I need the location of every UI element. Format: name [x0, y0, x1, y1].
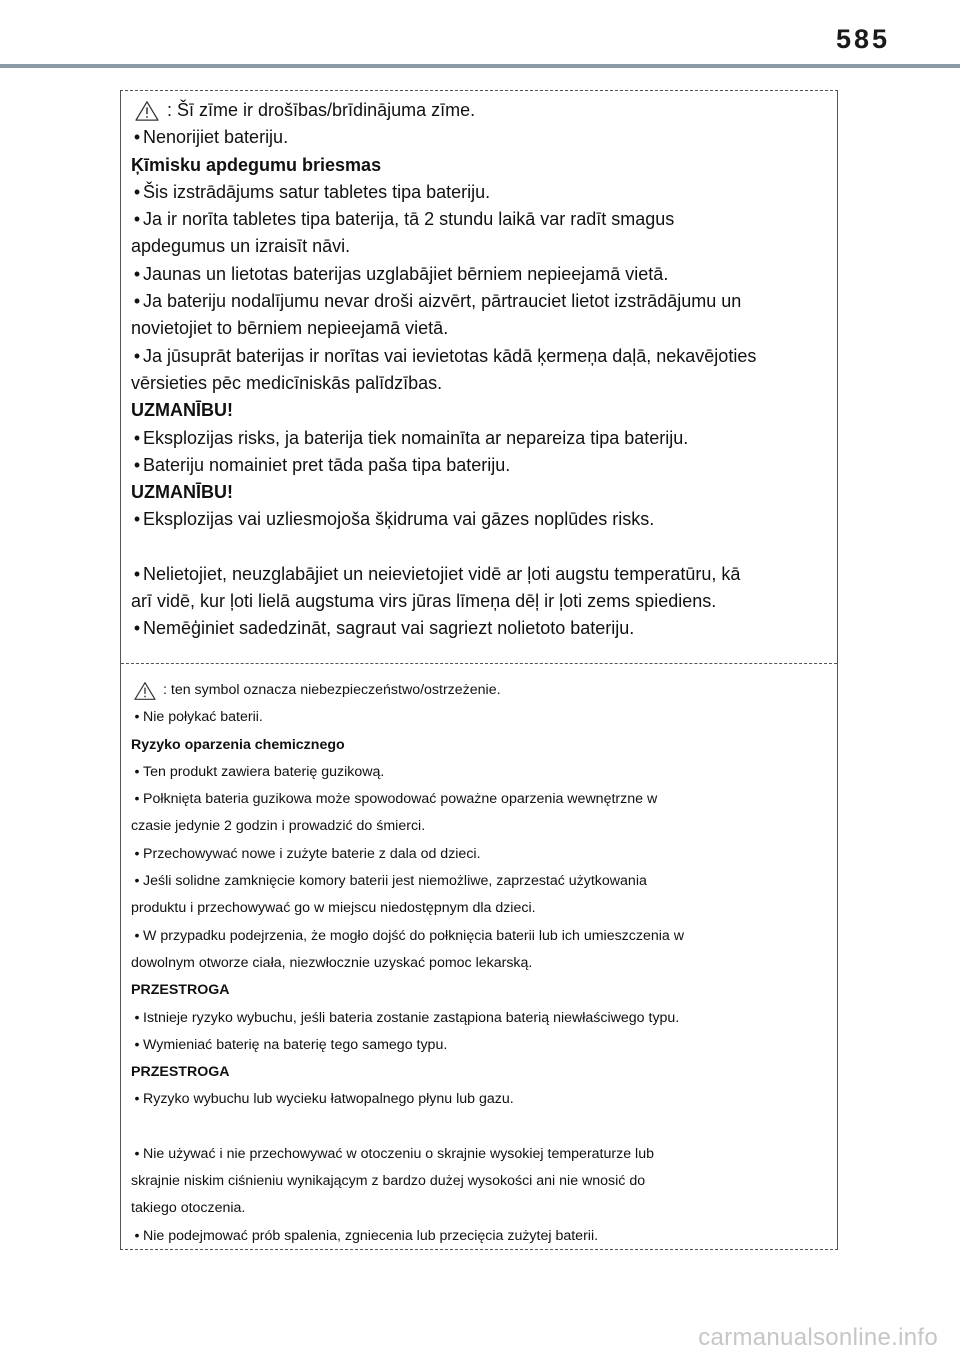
text-line: [131, 506, 829, 533]
line-text: W przypadku podejrzenia, że mogło dojść do połknięcia baterii lub ich umieszczenia w: [143, 927, 684, 944]
section-heading: [131, 397, 829, 424]
bullet: •: [134, 927, 140, 944]
text-line: [131, 179, 829, 206]
line-text: Šis izstrādājums satur tabletes tipa bateriju.: [143, 181, 491, 202]
latvian-section: [131, 97, 829, 643]
line-text: takiego otoczenia.: [131, 1200, 246, 1217]
line-text: skrajnie niskim ciśnieniu wynikającym z bardzo dużej wysokości ani nie wnosić do: [131, 1173, 646, 1190]
line-text: Ja bateriju nodalījumu nevar droši aizvērt, pārtrauciet lietot izstrādājumu un: [143, 291, 742, 312]
line-text: Jeśli solidne zamknięcie komory baterii jest niemożliwe, zaprzestać użytkowania: [143, 873, 647, 890]
text-line: [131, 315, 829, 342]
line-text: Wymieniać baterię na baterię tego samego typu.: [143, 1036, 448, 1053]
latvian-warning-text: : Šī zīme ir drošības/brīdinājuma zīme.: [167, 100, 476, 120]
text-line: [131, 1086, 829, 1113]
text-line: [131, 370, 829, 397]
line-text: czasie jedynie 2 godzin i prowadzić do śmierci.: [131, 818, 426, 835]
text-line: [131, 343, 829, 370]
line-text: Nenorijiet bateriju.: [143, 127, 289, 148]
section-heading: [131, 152, 829, 179]
polish-warning-text: : ten symbol oznacza niebezpieczeństwo/ostrzeżenie.: [163, 682, 501, 698]
bullet: •: [133, 345, 141, 366]
line-text: PRZESTROGA: [131, 982, 230, 999]
latvian-warning-line: [131, 97, 829, 124]
text-line: [131, 452, 829, 479]
text-line: [131, 615, 829, 642]
line-text: Nemēģiniet sadedzināt, sagraut vai sagriezt nolietoto bateriju.: [143, 618, 635, 639]
bullet: •: [134, 1227, 140, 1244]
text-line: [131, 233, 829, 260]
line-text: Ten produkt zawiera baterię guzikową.: [143, 763, 385, 780]
text-line: [131, 1005, 829, 1032]
battery-warning-box: [120, 90, 838, 1250]
text-line: [131, 1032, 829, 1059]
text-line: [131, 1168, 829, 1195]
text-line: [131, 1141, 829, 1168]
line-text: Ryzyko wybuchu lub wycieku łatwopalnego płynu lub gazu.: [143, 1091, 514, 1108]
line-text: UZMANĪBU!: [131, 400, 233, 421]
text-line: [131, 1195, 829, 1222]
line-text: Ķīmisku apdegumu briesmas: [131, 154, 382, 175]
line-text: produktu i przechowywać go w miejscu niedostępnym dla dzieci.: [131, 900, 536, 917]
text-line: [131, 786, 829, 813]
text-line: [131, 1223, 829, 1250]
text-line: [131, 923, 829, 950]
bullet: •: [134, 1091, 140, 1108]
line-text: Nie połykać baterii.: [143, 709, 263, 726]
line-text: Nie używać i nie przechowywać w otoczeniu o skrajnie wysokiej temperaturze lub: [143, 1145, 654, 1162]
section-heading: [131, 479, 829, 506]
bullet: •: [134, 791, 140, 808]
page-number: 585: [835, 24, 890, 54]
bullet: •: [134, 1145, 140, 1162]
text-line: [131, 288, 829, 315]
text-line: [131, 813, 829, 840]
warning-triangle-icon: [133, 100, 161, 122]
line-text: PRZESTROGA: [131, 1064, 230, 1081]
line-text: Nie podejmować prób spalenia, zgniecenia lub przecięcia zużytej baterii.: [143, 1227, 599, 1244]
bullet: •: [134, 709, 140, 726]
text-line: [131, 261, 829, 288]
bullet: •: [133, 209, 141, 230]
polish-section: [131, 677, 829, 1250]
bullet: •: [134, 845, 140, 862]
line-text: Bateriju nomainiet pret tāda paša tipa bateriju.: [143, 454, 511, 475]
warning-triangle-icon: [133, 681, 157, 701]
section-heading: [131, 977, 829, 1004]
line-text: Przechowywać nowe i zużyte baterie z dala od dzieci.: [143, 845, 481, 862]
bullet: •: [133, 181, 141, 202]
bullet: •: [134, 1036, 140, 1053]
line-text: Ja ir norīta tabletes tipa baterija, tā 2 stundu laikā var radīt smagus: [143, 209, 675, 230]
section-divider: [121, 663, 837, 664]
watermark: carmanualsonline.info: [698, 1324, 938, 1351]
line-text: Nelietojiet, neuzglabājiet un neievietojiet vidē ar ļoti augstu temperatūru, kā: [143, 563, 741, 584]
bullet: •: [133, 509, 141, 530]
section-heading: [131, 732, 829, 759]
text-line: [131, 124, 829, 151]
bullet: •: [133, 263, 141, 284]
line-text: Istnieje ryzyko wybuchu, jeśli bateria zostanie zastąpiona baterią niewłaściwego typu.: [143, 1009, 680, 1026]
text-line: [131, 868, 829, 895]
bullet: •: [133, 454, 141, 475]
line-text: apdegumus un izraisīt nāvi.: [131, 236, 351, 257]
bullet: •: [133, 427, 141, 448]
line-text: Ja jūsuprāt baterijas ir norītas vai ievietotas kādā ķermeņa daļā, nekavējoties: [143, 345, 757, 366]
bullet: •: [134, 873, 140, 890]
text-line: [131, 895, 829, 922]
line-text: Eksplozijas risks, ja baterija tiek nomainīta ar nepareiza tipa bateriju.: [143, 427, 689, 448]
text-line: [131, 950, 829, 977]
line-text: arī vidē, kur ļoti lielā augstuma virs jūras līmeņa dēļ ir ļoti zems spiediens.: [131, 591, 717, 612]
bullet: •: [134, 763, 140, 780]
polish-warning-line: [131, 677, 829, 704]
line-text: Jaunas un lietotas baterijas uzglabājiet bērniem nepieejamā vietā.: [143, 263, 669, 284]
text-line: [131, 841, 829, 868]
bullet: •: [134, 1009, 140, 1026]
text-line: [131, 759, 829, 786]
text-line: [131, 425, 829, 452]
latvian-lines: [131, 124, 829, 642]
text-line: [131, 704, 829, 731]
line-text: Eksplozijas vai uzliesmojoša šķidruma vai gāzes noplūdes risks.: [143, 509, 655, 530]
text-line: [131, 588, 829, 615]
bullet: •: [133, 127, 141, 148]
section-heading: [131, 1059, 829, 1086]
text-line: [131, 561, 829, 588]
polish-lines: [131, 704, 829, 1250]
line-text: UZMANĪBU!: [131, 482, 233, 503]
line-text: Połknięta bateria guzikowa może spowodować poważne oparzenia wewnętrzne w: [143, 791, 658, 808]
header-rule: [0, 64, 960, 68]
bullet: •: [133, 618, 141, 639]
text-line: [131, 206, 829, 233]
line-text: vērsieties pēc medicīniskās palīdzības.: [131, 372, 443, 393]
line-text: Ryzyko oparzenia chemicznego: [131, 736, 345, 753]
bullet: •: [133, 563, 141, 584]
line-text: dowolnym otworze ciała, niezwłocznie uzyskać pomoc lekarską.: [131, 954, 533, 971]
bullet: •: [133, 291, 141, 312]
line-text: novietojiet to bērniem nepieejamā vietā.: [131, 318, 449, 339]
